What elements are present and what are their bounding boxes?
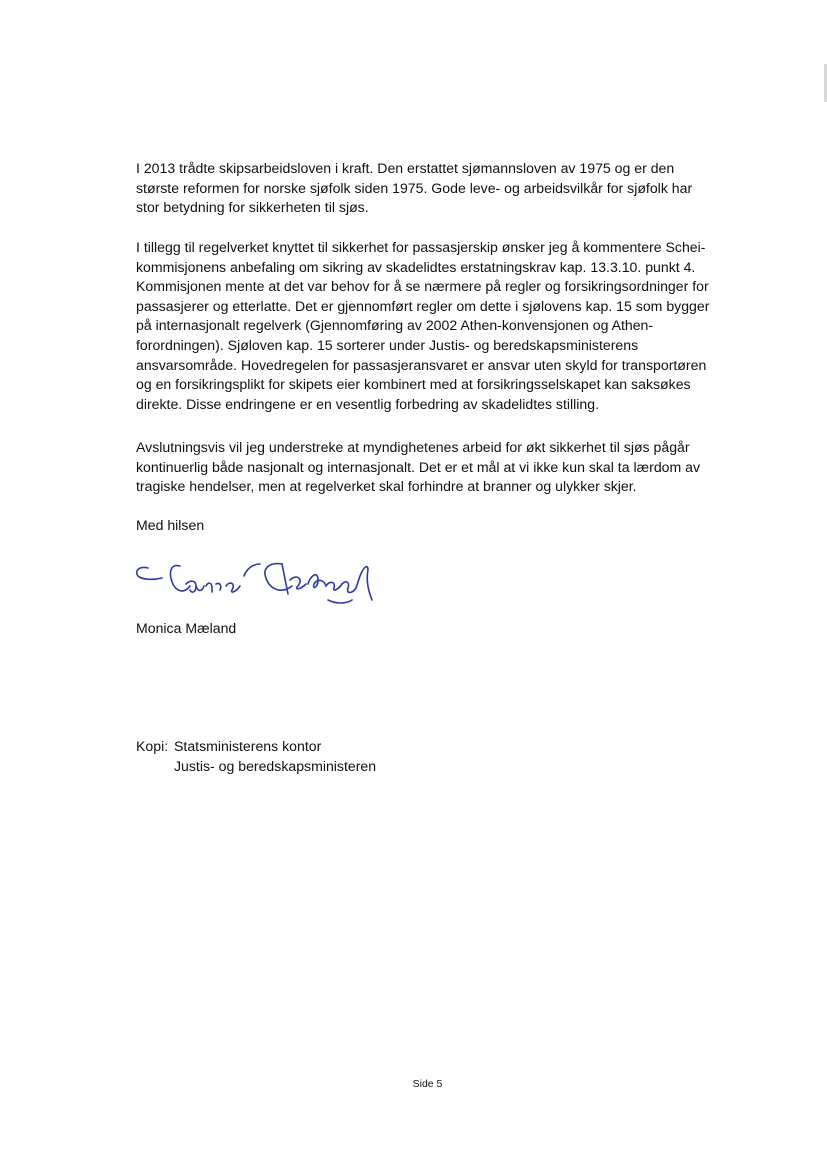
signer-name: Monica Mæland (136, 620, 237, 636)
closing-salutation: Med hilsen (136, 517, 205, 533)
text-line: tragiske hendelser, men at regelverket skal forhindre at branner og ulykker skjer. (136, 478, 637, 495)
text-line: ansvarsområde. Hovedregelen for passasjeransvaret er ansvar uten skyld for transportøren (136, 356, 707, 373)
text-line: Kommisjonen mente at det var behov for å se nærmere på regler og forsikringsordninger for (136, 278, 709, 295)
paragraph-conclusion (136, 438, 736, 497)
text-line: stor betydning for sikkerheten til sjøs. (136, 199, 369, 216)
text-line: passasjerer og etterlatte. Det er gjennomført regler om dette i sjølovens kap. 15 som bygger (136, 297, 710, 314)
text-line: kommisjonens anbefaling om sikring av skadelidtes erstatningskrav kap. 13.3.10. punkt 4. (136, 258, 696, 275)
copy-recipient: Justis- og beredskapsministeren (174, 757, 377, 774)
text-line: direkte. Disse endringene er en vesentlig forbedring av skadelidtes stilling. (136, 395, 600, 412)
text-line: kontinuerlig både nasjonalt og internasjonalt. Det er et mål at vi ikke kun skal ta lærdom av (136, 458, 701, 475)
text-line: I tillegg til regelverket knyttet til sikkerhet for passasjerskip ønsker jeg å kommentere Schei- (136, 239, 706, 255)
paragraph-passenger-liability (136, 238, 736, 414)
copy-row (136, 737, 376, 757)
copy-row (136, 757, 376, 777)
copy-recipients (136, 737, 376, 776)
copy-label: Kopi: (136, 738, 169, 754)
handwritten-signature (132, 556, 422, 622)
paragraph-safety-reform (136, 159, 736, 218)
text-line: største reformen for norske sjøfolk siden 1975. Gode leve- og arbeidsvilkår for sjøfolk har (136, 179, 693, 196)
page-number: Side 5 (412, 1078, 443, 1090)
text-line: Avslutningsvis vil jeg understreke at myndighetenes arbeid for økt sikkerhet til sjøs pågår (136, 439, 690, 455)
text-line: og en forsikringsplikt for skipets eier kombinert med at forsikringsselskapet kan saksøkes (136, 376, 691, 393)
text-line: på internasjonalt regelverk (Gjennomføring av 2002 Athen-konvensjonen og Athen- (136, 317, 654, 334)
text-line: forordningen). Sjøloven kap. 15 sorterer under Justis- og beredskapsministerens (136, 336, 639, 353)
copy-recipient: Statsministerens kontor (174, 738, 322, 754)
text-line: I 2013 trådte skipsarbeidsloven i kraft. Den erstattet sjømannsloven av 1975 og er den (136, 160, 675, 176)
